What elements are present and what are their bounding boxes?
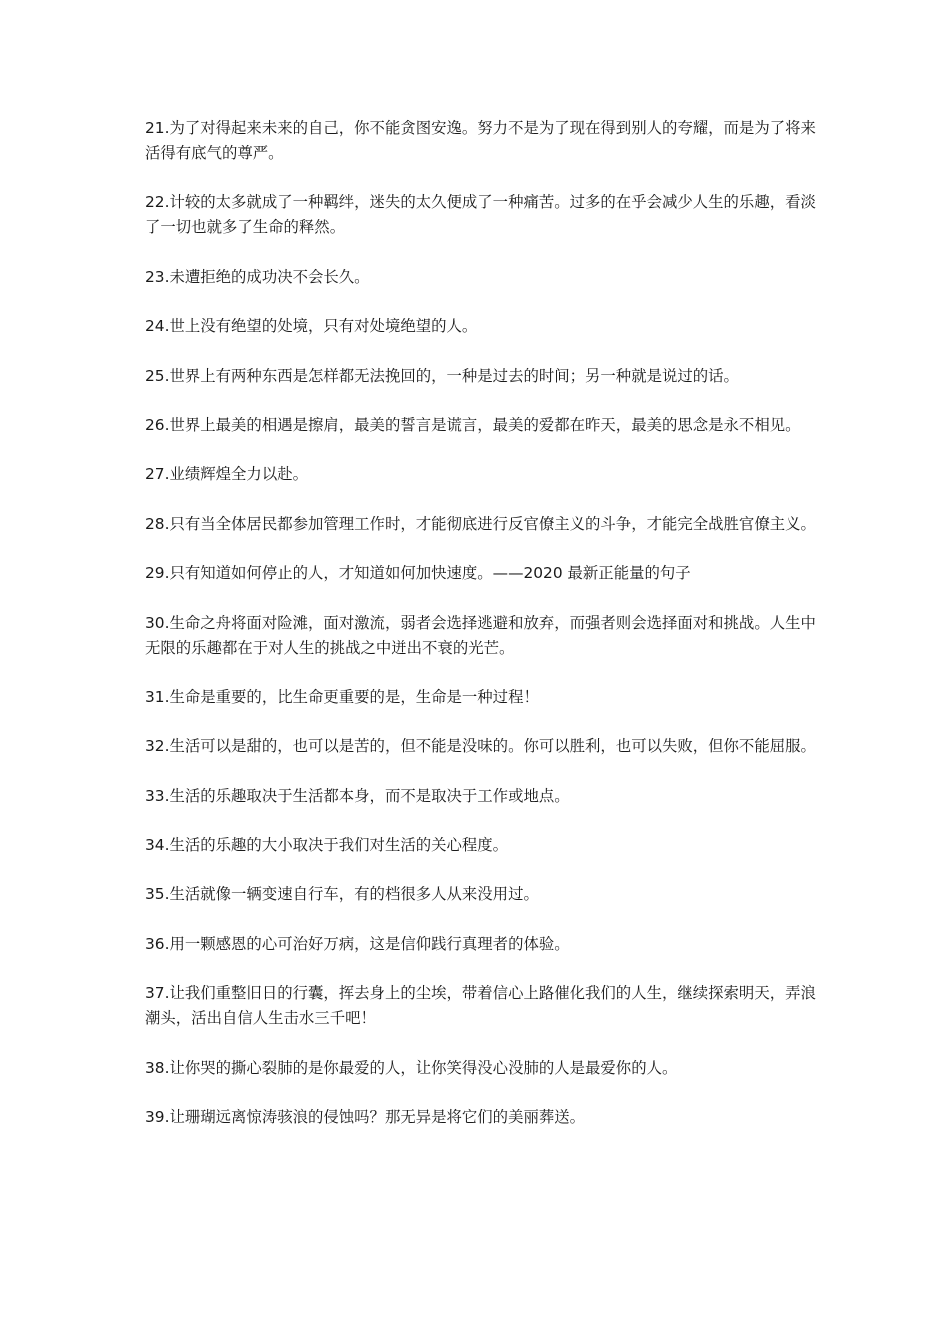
quote-22: 22.计较的太多就成了一种羁绊，迷失的太久便成了一种痛苦。过多的在乎会减少人生的乐趣，看淡了一切也就多了生命的释然。 bbox=[145, 193, 816, 237]
quote-21: 21.为了对得起来未来的自己，你不能贪图安逸。努力不是为了现在得到别人的夸耀，而是为了将来活得有底气的尊严。 bbox=[145, 119, 816, 162]
quote-31: 31.生命是重要的，比生命更重要的是，生命是一种过程！ bbox=[145, 687, 539, 706]
quote-26: 26.世界上最美的相遇是擦肩，最美的誓言是谎言，最美的爱都在昨天，最美的思念是永不相见。 bbox=[145, 415, 801, 434]
quote-32: 32.生活可以是甜的，也可以是苦的，但不能是没味的。你可以胜利，也可以失败，但你不能屈服。 bbox=[145, 737, 816, 756]
quote-23: 23.未遭拒绝的成功决不会长久。 bbox=[145, 267, 370, 286]
document-page bbox=[145, 116, 817, 1154]
quote-30: 30.生命之舟将面对险滩，面对激流，弱者会选择逃避和放弃，而强者则会选择面对和挑战。人生中无限的乐趣都在于对人生的挑战之中迸出不衰的光芒。 bbox=[145, 613, 816, 657]
quote-36: 36.用一颗感恩的心可治好万病，这是信仰践行真理者的体验。 bbox=[145, 934, 570, 953]
quote-35: 35.生活就像一辆变速自行车，有的档很多人从来没用过。 bbox=[145, 885, 539, 904]
quote-24: 24.世上没有绝望的处境，只有对处境绝望的人。 bbox=[145, 317, 478, 336]
quote-33: 33.生活的乐趣取决于生活都本身，而不是取决于工作或地点。 bbox=[145, 786, 570, 805]
quote-38: 38.让你哭的撕心裂肺的是你最爱的人，让你笑得没心没肺的人是最爱你的人。 bbox=[145, 1058, 678, 1077]
quote-29: 29.只有知道如何停止的人，才知道如何加快速度。——2020 最新正能量的句子 bbox=[145, 564, 691, 583]
quote-27: 27.业绩辉煌全力以赴。 bbox=[145, 465, 308, 484]
quote-28: 28.只有当全体居民都参加管理工作时，才能彻底进行反官僚主义的斗争，才能完全战胜官僚主义。 bbox=[145, 514, 816, 533]
quote-39: 39.让珊瑚远离惊涛骇浪的侵蚀吗？那无异是将它们的美丽葬送。 bbox=[145, 1108, 586, 1127]
quote-34: 34.生活的乐趣的大小取决于我们对生活的关心程度。 bbox=[145, 836, 509, 855]
quote-25: 25.世界上有两种东西是怎样都无法挽回的，一种是过去的时间；另一种就是说过的话。 bbox=[145, 366, 739, 385]
quote-37: 37.让我们重整旧日的行囊，挥去身上的尘埃，带着信心上路催化我们的人生，继续探索明天，弄浪潮头，活出自信人生击水三千吧！ bbox=[145, 984, 816, 1028]
